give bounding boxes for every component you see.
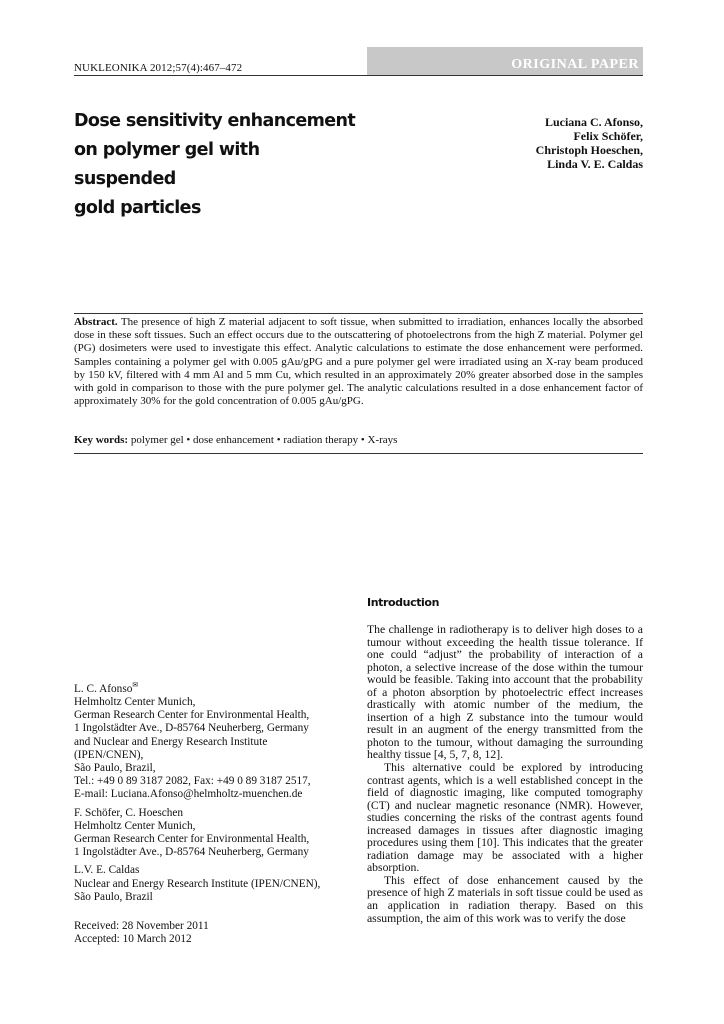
introduction-body (367, 624, 643, 925)
paragraph: This effect of dose enhancement caused by the presence of high Z materials in soft tissue could be used as an application in radiation therapy. Based on this assumption, the aim of this work was to verify the dose (367, 873, 643, 925)
author-name: Luciana C. Afonso, (544, 115, 643, 129)
header-divider (74, 75, 643, 76)
affiliation-line: 1 Ingolstädter Ave., D-85764 Neuherberg, Germany (74, 846, 309, 859)
section-heading-introduction: Introduction (367, 596, 440, 609)
received-date: Received: 28 November 2011 (74, 920, 209, 932)
affiliation-block (74, 679, 359, 802)
affiliation-email: E-mail: Luciana.Afonso@helmholtz-muenchen.de (74, 788, 303, 801)
submission-dates (74, 920, 209, 946)
author-list (536, 115, 643, 171)
abstract-text: The presence of high Z material adjacent to soft tissue, when submitted to irradiation, enhances locally the absorbed dose in these soft tissues. Such an effect occurs due to the outscattering of photoelectrons from the high Z material. Polymer gel (PG) dosimeters were used to investigate this effect. Analytic calculations to estimate the dose enhancement were performed. Samples containing a polymer gel with 0.005 gAu/gPG and a pure polymer gel were irradiated using an X-ray beam produced by 150 kV, filtered with 4 mm Al and 5 mm Cu, which resulted in an approximately 20% greater absorbed dose in the samples with gold in comparison to those with the pure polymer gel. The analytic calculations resulted in a dose enhancement factor of approximately 30% for the gold concentration of 0.005 gAu/gPG. (74, 316, 643, 408)
accepted-date: Accepted: 10 March 2012 (74, 933, 192, 946)
affiliation-line: São Paulo, Brazil, (74, 761, 156, 774)
title-line: gold particles (74, 198, 201, 218)
envelope-icon: ✉ (132, 681, 139, 689)
paper-title (74, 107, 364, 223)
abstract-label: Abstract. (74, 316, 118, 328)
title-line: on polymer gel with suspended (74, 140, 260, 189)
affiliation-line: German Research Center for Environmental Health, (74, 709, 310, 722)
keywords-divider (74, 453, 643, 454)
paragraph: The challenge in radiotherapy is to deliver high doses to a tumour without exceeding the health tissue tolerance. If one could “adjust” the probability of interaction of a photon, a selective increase of the dose within the tumour would be feasible. Taking into account that the probability of a photon absorption by photoelectric effect increases drastically with atomic number of the medium, the insertion of a high Z substance into the tumour would result in an augment of the energy transmitted from the photon to the tumour, without damaging the surrounding healthy tissue [4, 5, 7, 8, 12]. (367, 623, 643, 762)
affiliation-line: L. C. Afonso (74, 682, 133, 695)
author-name: Linda V. E. Caldas (547, 157, 643, 171)
keywords (74, 434, 397, 446)
affiliation-line: Tel.: +49 0 89 3187 2082, Fax: +49 0 89 3187 2517, (74, 775, 311, 788)
affiliation-line: Nuclear and Energy Research Institute (IPEN/CNEN), (74, 877, 321, 890)
section-banner: ORIGINAL PAPER (367, 47, 643, 75)
journal-citation: NUKLEONIKA 2012;57(4):467–472 (74, 62, 243, 74)
affiliation-line: 1 Ingolstädter Ave., D-85764 Neuherberg, Germany (74, 722, 309, 735)
affiliation-line: German Research Center for Environmental Health, (74, 833, 310, 845)
keywords-text: polymer gel • dose enhancement • radiation therapy • X-rays (128, 434, 398, 446)
affiliation-line: L.V. E. Caldas (74, 864, 140, 877)
abstract-top-divider (74, 313, 643, 314)
title-line: Dose sensitivity enhancement (74, 111, 356, 131)
affiliation-line: Helmholtz Center Munich, (74, 695, 196, 708)
paragraph: This alternative could be explored by introducing contrast agents, which is a well established concept in the field of diagnostic imaging, like computed tomography (CT) and nuclear magnetic resonance (NMR). However, studies concerning the risks of the contrast agents found increased damages in tissues after diagnostic imaging procedures using them [10]. This indicates that the greater radiation damage may be associated with a higher absorption. (367, 761, 643, 875)
affiliation-block (74, 807, 359, 860)
author-affiliations (74, 679, 359, 909)
affiliation-line: São Paulo, Brazil (74, 890, 153, 903)
affiliation-line: and Nuclear and Energy Research Institute (74, 735, 268, 748)
affiliation-line: F. Schöfer, C. Hoeschen (74, 806, 184, 819)
author-name: Felix Schöfer, (573, 129, 643, 143)
author-name: Christoph Hoeschen, (535, 143, 643, 157)
abstract (74, 316, 643, 408)
affiliation-line: Helmholtz Center Munich, (74, 819, 196, 832)
keywords-label: Key words: (74, 434, 129, 446)
affiliation-block (74, 864, 359, 904)
affiliation-line: (IPEN/CNEN), (74, 748, 144, 761)
